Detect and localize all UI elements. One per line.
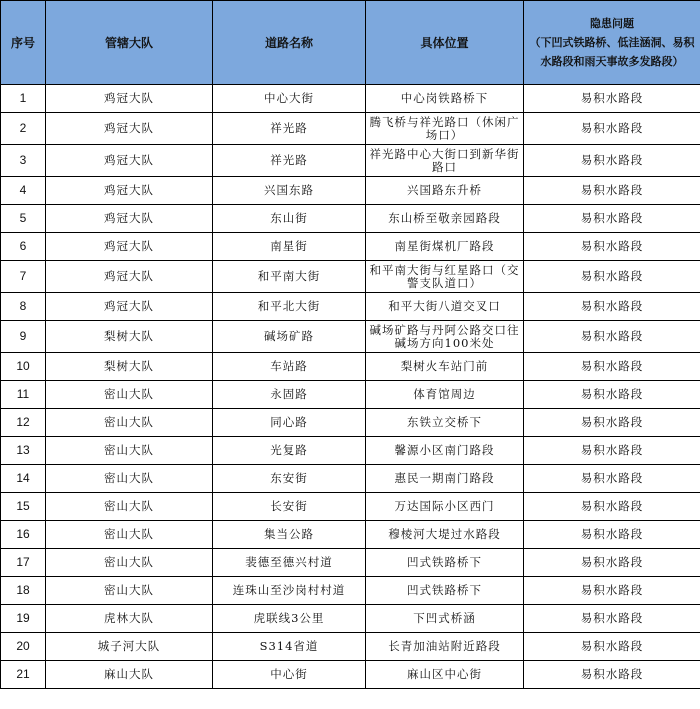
row-road: 祥光路 [213, 145, 366, 177]
row-issue: 易积水路段 [524, 549, 700, 577]
row-number: 6 [1, 233, 46, 261]
row-team: 梨树大队 [46, 353, 213, 381]
row-road: 南星街 [213, 233, 366, 261]
row-location: 惠民一期南门路段 [366, 465, 524, 493]
table-row [1, 661, 700, 689]
table-row [1, 465, 700, 493]
row-number: 20 [1, 633, 46, 661]
row-location: 和平大街八道交叉口 [366, 293, 524, 321]
row-number: 19 [1, 605, 46, 633]
table-row [1, 85, 700, 113]
row-location: 馨源小区南门路段 [366, 437, 524, 465]
table-row [1, 261, 700, 293]
table-row [1, 577, 700, 605]
table-row [1, 409, 700, 437]
row-team: 密山大队 [46, 521, 213, 549]
row-team: 梨树大队 [46, 321, 213, 353]
row-issue: 易积水路段 [524, 177, 700, 205]
row-location: 祥光路中心大街口到新华街路口 [366, 145, 524, 177]
row-team: 密山大队 [46, 493, 213, 521]
row-team: 虎林大队 [46, 605, 213, 633]
row-number: 15 [1, 493, 46, 521]
row-issue: 易积水路段 [524, 205, 700, 233]
row-team: 密山大队 [46, 437, 213, 465]
header-no: 序号 [1, 1, 46, 85]
table-row [1, 437, 700, 465]
table-row [1, 353, 700, 381]
table-body [1, 85, 700, 689]
row-location: 下凹式桥涵 [366, 605, 524, 633]
table-row [1, 177, 700, 205]
row-road: 车站路 [213, 353, 366, 381]
row-location: 万达国际小区西门 [366, 493, 524, 521]
row-number: 2 [1, 113, 46, 145]
row-location: 东铁立交桥下 [366, 409, 524, 437]
row-location: 凹式铁路桥下 [366, 549, 524, 577]
table-row [1, 521, 700, 549]
row-issue: 易积水路段 [524, 409, 700, 437]
row-team: 鸡冠大队 [46, 177, 213, 205]
row-road: 裴德至德兴村道 [213, 549, 366, 577]
row-number: 5 [1, 205, 46, 233]
row-location: 梨树火车站门前 [366, 353, 524, 381]
row-number: 18 [1, 577, 46, 605]
row-team: 密山大队 [46, 577, 213, 605]
row-location: 中心岗铁路桥下 [366, 85, 524, 113]
row-location: 南星街煤机厂路段 [366, 233, 524, 261]
table-row [1, 605, 700, 633]
row-issue: 易积水路段 [524, 633, 700, 661]
row-issue: 易积水路段 [524, 261, 700, 293]
row-road: 永固路 [213, 381, 366, 409]
row-road: 虎联线3公里 [213, 605, 366, 633]
row-location: 凹式铁路桥下 [366, 577, 524, 605]
row-issue: 易积水路段 [524, 233, 700, 261]
row-location: 和平南大街与红星路口（交警支队道口） [366, 261, 524, 293]
row-road: 集当公路 [213, 521, 366, 549]
row-team: 密山大队 [46, 409, 213, 437]
header-location: 具体位置 [366, 1, 524, 85]
row-number: 16 [1, 521, 46, 549]
row-number: 11 [1, 381, 46, 409]
row-road: 光复路 [213, 437, 366, 465]
header-road: 道路名称 [213, 1, 366, 85]
row-issue: 易积水路段 [524, 493, 700, 521]
row-road: 中心街 [213, 661, 366, 689]
table-row [1, 381, 700, 409]
row-number: 7 [1, 261, 46, 293]
row-road: 碱场矿路 [213, 321, 366, 353]
row-number: 12 [1, 409, 46, 437]
row-issue: 易积水路段 [524, 661, 700, 689]
row-road: 中心大街 [213, 85, 366, 113]
table-header [1, 1, 700, 85]
header-issue-subtitle: （下凹式铁路桥、低洼涵洞、易积水路段和雨天事故多发路段） [529, 36, 695, 68]
table-row [1, 493, 700, 521]
row-location: 穆棱河大堤过水路段 [366, 521, 524, 549]
header-team: 管辖大队 [46, 1, 213, 85]
row-number: 10 [1, 353, 46, 381]
row-number: 8 [1, 293, 46, 321]
row-issue: 易积水路段 [524, 113, 700, 145]
row-number: 21 [1, 661, 46, 689]
header-issue-title: 隐患问题 [590, 17, 634, 30]
row-road: 东安街 [213, 465, 366, 493]
row-location: 长青加油站附近路段 [366, 633, 524, 661]
row-team: 城子河大队 [46, 633, 213, 661]
table-row [1, 633, 700, 661]
row-road: 兴国东路 [213, 177, 366, 205]
row-location: 体育馆周边 [366, 381, 524, 409]
row-road: 东山街 [213, 205, 366, 233]
row-location: 麻山区中心街 [366, 661, 524, 689]
row-issue: 易积水路段 [524, 465, 700, 493]
row-issue: 易积水路段 [524, 145, 700, 177]
table-row [1, 233, 700, 261]
row-number: 9 [1, 321, 46, 353]
table-row [1, 549, 700, 577]
row-issue: 易积水路段 [524, 605, 700, 633]
row-location: 腾飞桥与祥光路口（休闲广场口） [366, 113, 524, 145]
row-team: 鸡冠大队 [46, 205, 213, 233]
row-team: 鸡冠大队 [46, 261, 213, 293]
row-team: 鸡冠大队 [46, 85, 213, 113]
row-location: 碱场矿路与丹阿公路交口往碱场方向100米处 [366, 321, 524, 353]
row-number: 13 [1, 437, 46, 465]
row-number: 17 [1, 549, 46, 577]
row-road: 同心路 [213, 409, 366, 437]
row-road: 和平北大街 [213, 293, 366, 321]
row-road: S314省道 [213, 633, 366, 661]
row-team: 鸡冠大队 [46, 113, 213, 145]
row-issue: 易积水路段 [524, 577, 700, 605]
table-row [1, 113, 700, 145]
row-team: 密山大队 [46, 465, 213, 493]
table-row [1, 145, 700, 177]
row-team: 鸡冠大队 [46, 233, 213, 261]
row-issue: 易积水路段 [524, 353, 700, 381]
row-road: 和平南大街 [213, 261, 366, 293]
row-road: 连珠山至沙岗村村道 [213, 577, 366, 605]
row-team: 鸡冠大队 [46, 145, 213, 177]
header-issue [524, 1, 700, 85]
row-team: 密山大队 [46, 549, 213, 577]
row-number: 3 [1, 145, 46, 177]
row-issue: 易积水路段 [524, 381, 700, 409]
row-number: 1 [1, 85, 46, 113]
row-location: 兴国路东升桥 [366, 177, 524, 205]
row-issue: 易积水路段 [524, 321, 700, 353]
table-row [1, 205, 700, 233]
table-row [1, 321, 700, 353]
row-team: 鸡冠大队 [46, 293, 213, 321]
row-road: 祥光路 [213, 113, 366, 145]
row-team: 麻山大队 [46, 661, 213, 689]
row-team: 密山大队 [46, 381, 213, 409]
row-number: 14 [1, 465, 46, 493]
row-issue: 易积水路段 [524, 85, 700, 113]
row-number: 4 [1, 177, 46, 205]
row-location: 东山桥至敬亲园路段 [366, 205, 524, 233]
row-issue: 易积水路段 [524, 437, 700, 465]
row-issue: 易积水路段 [524, 293, 700, 321]
row-issue: 易积水路段 [524, 521, 700, 549]
row-road: 长安街 [213, 493, 366, 521]
table-row [1, 293, 700, 321]
